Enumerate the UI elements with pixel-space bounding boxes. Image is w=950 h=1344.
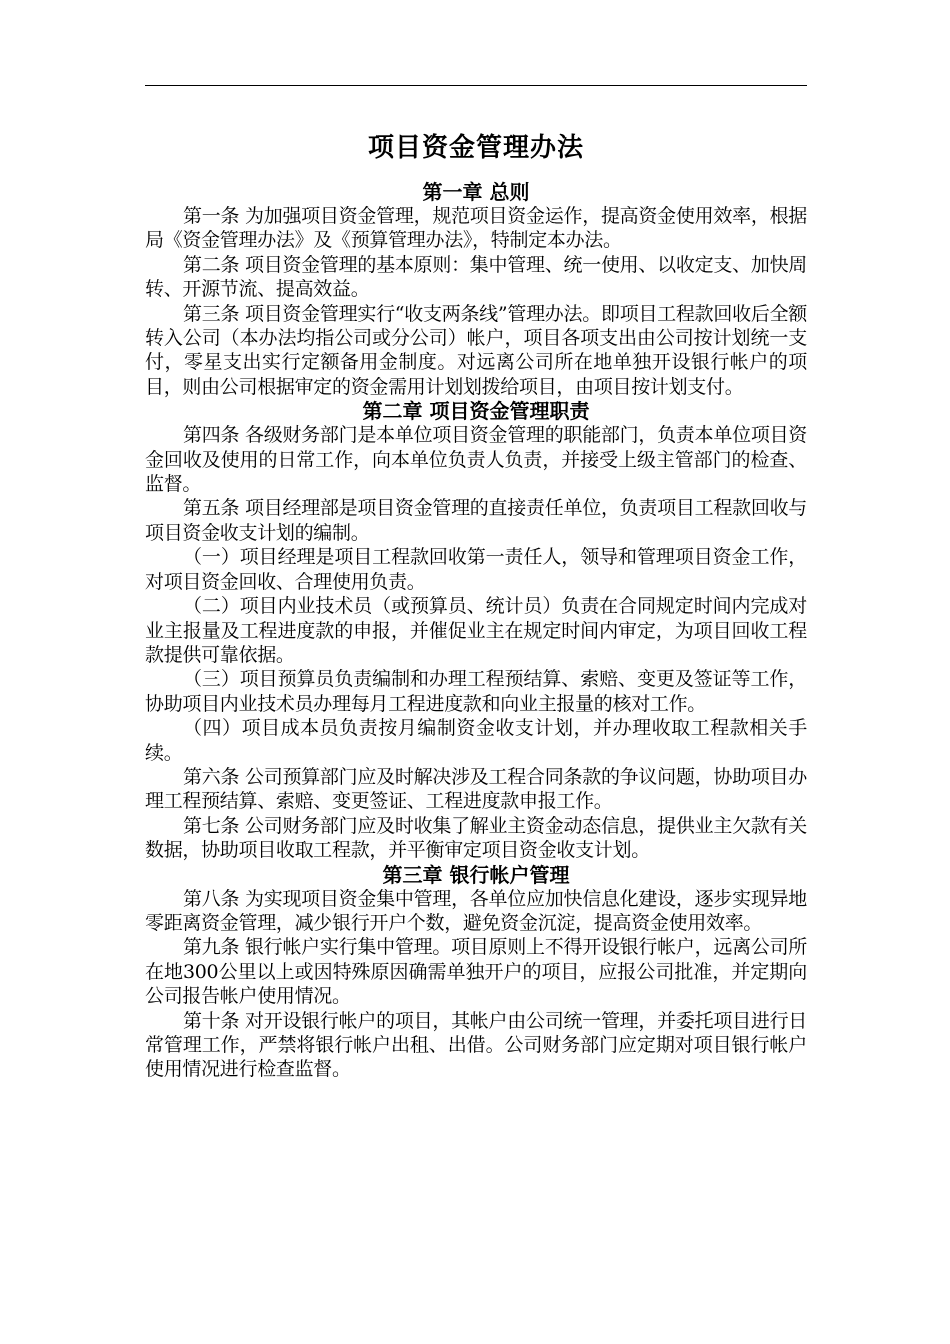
chapter-heading: 第二章 项目资金管理职责	[362, 399, 590, 424]
paragraph: （四）项目成本员负责按月编制资金收支计划，并办理收取工程款相关手续。	[145, 717, 807, 764]
paragraph: 第十条 对开设银行帐户的项目，其帐户由公司统一管理，并委托项目进行日常管理工作，严禁将银行帐户出租、出借。公司财务部门应定期对项目银行帐户使用情况进行检查监督。	[145, 1009, 807, 1081]
section-chapter-1	[145, 180, 807, 399]
paragraph: （二）项目内业技术员（或预算员、统计员）负责在合同规定时间内完成对业主报量及工程进度款的申报，并催促业主在规定时间内审定，为项目回收工程款提供可靠依据。	[145, 595, 807, 666]
paragraph: （三）项目预算员负责编制和办理工程预结算、索赔、变更及签证等工作，协助项目内业技术员办理每月工程进度款和向业主报量的核对工作。	[145, 668, 807, 715]
paragraph: 第四条 各级财务部门是本单位项目资金管理的职能部门，负责本单位项目资金回收及使用的日常工作，向本单位负责人负责，并接受上级主管部门的检查、监督。	[145, 424, 807, 496]
paragraph: 第八条 为实现项目资金集中管理，各单位应加快信息化建设，逐步实现异地零距离资金管理，减少银行开户个数，避免资金沉淀，提高资金使用效率。	[145, 887, 807, 934]
paragraph: （一）项目经理是项目工程款回收第一责任人，领导和管理项目资金工作，对项目资金回收、合理使用负责。	[145, 546, 807, 593]
paragraph: 第六条 公司预算部门应及时解决涉及工程合同条款的争议问题，协助项目办理工程预结算、索赔、变更签证、工程进度款申报工作。	[145, 765, 807, 813]
paragraph: 第九条 银行帐户实行集中管理。项目原则上不得开设银行帐户，远离公司所在地300公里以上或因特殊原因确需单独开户的项目，应报公司批准，并定期向公司报告帐户使用情况。	[145, 936, 807, 1008]
paragraph: 第一条 为加强项目资金管理，规范项目资金运作，提高资金使用效率，根据局《资金管理办法》及《预算管理办法》，特制定本办法。	[145, 205, 807, 252]
section-chapter-3	[145, 863, 807, 1082]
paragraph: 第三条 项目资金管理实行“收支两条线”管理办法。即项目工程款回收后全额转入公司（本办法均指公司或分公司）帐户，项目各项支出由公司按计划统一支付，零星支出实行定额备用金制度。对远离公司所在地单独开设银行帐户的项目，则由公司根据审定的资金需用计划划拨给项目，由项目按计划支付。	[145, 302, 807, 398]
chapter-heading: 第三章 银行帐户管理	[382, 862, 570, 887]
paragraph: 第二条 项目资金管理的基本原则：集中管理、统一使用、以收定支、加快周转、开源节流、提高效益。	[145, 253, 807, 301]
document-title: 项目资金管理办法	[367, 133, 584, 163]
section-chapter-2	[145, 399, 807, 862]
paragraph: 第七条 公司财务部门应及时收集了解业主资金动态信息，提供业主欠款有关数据，协助项目收取工程款，并平衡审定项目资金收支计划。	[145, 814, 807, 862]
header-rule	[145, 85, 807, 86]
paragraph: 第五条 项目经理部是项目资金管理的直接责任单位，负责项目工程款回收与项目资金收支计划的编制。	[145, 497, 807, 544]
document-body	[145, 128, 807, 1082]
chapter-heading: 第一章 总则	[422, 180, 530, 204]
